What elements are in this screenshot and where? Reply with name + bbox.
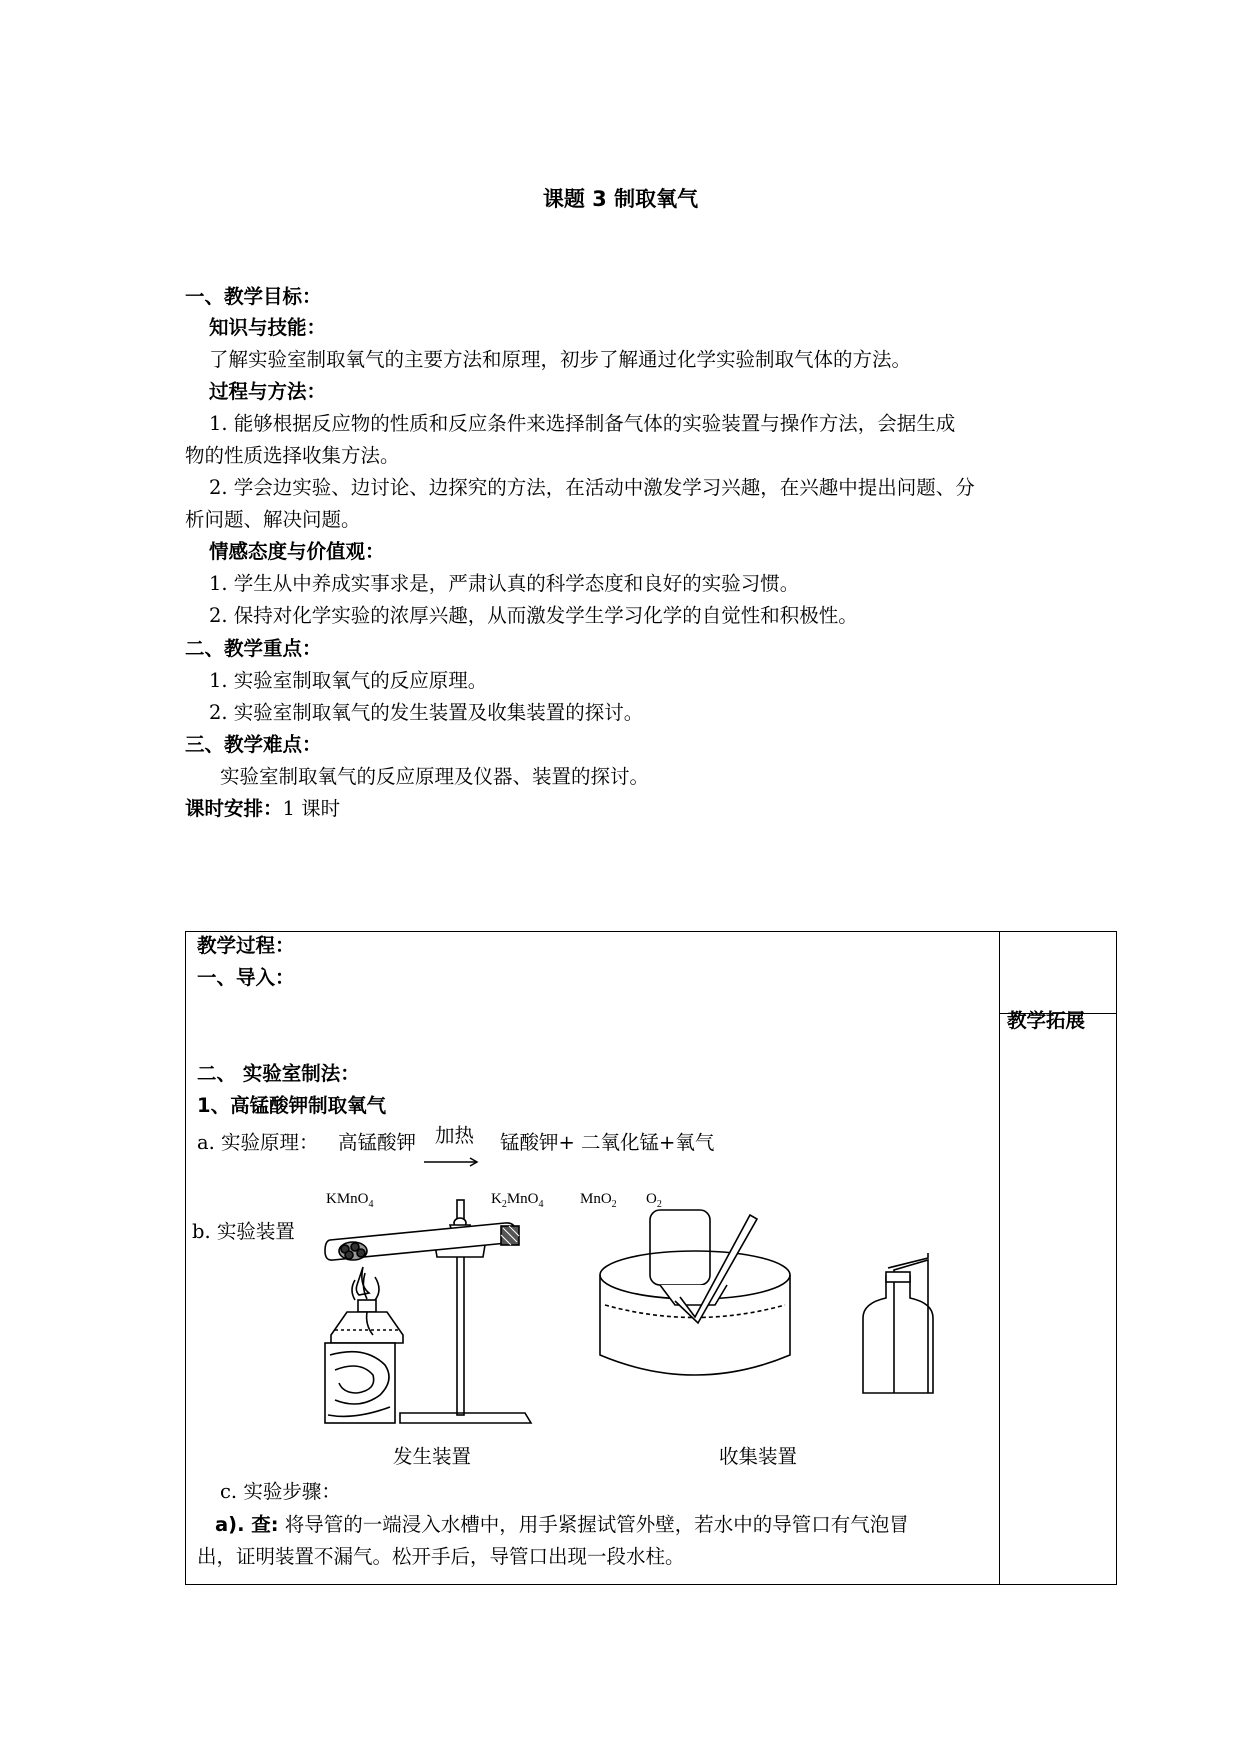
step-a-text-1: 将导管的一端浸入水槽中，用手紧握试管外壁，若水中的导管口有气泡冒: [284, 1513, 909, 1536]
apparatus-label: b. 实验装置: [192, 1220, 295, 1243]
key-point-1: 1. 实验室制取氧气的反应原理。: [209, 669, 488, 692]
wood-block: [325, 1343, 395, 1423]
formula-k2mno4: $K_2MnO_4$: [491, 1191, 544, 1210]
difficulties-text: 实验室制取氧气的反应原理及仪器、装置的探讨。: [220, 765, 650, 788]
schedule-line: [185, 797, 340, 821]
step-a-line-1: [215, 1513, 909, 1537]
process-item-1b: 物的性质选择收集方法。: [185, 444, 400, 467]
lab-method-heading: 二、 实验室制法：: [197, 1062, 360, 1085]
process-table-heading: 教学过程：: [197, 934, 295, 957]
process-item-2a: 2. 学会边实验、边讨论、边探究的方法，在活动中激发学习兴趣，在兴趣中提出问题、分: [209, 476, 975, 499]
key-point-2: 2. 实验室制取氧气的发生装置及收集装置的探讨。: [209, 701, 644, 724]
test-tube: [325, 1223, 519, 1260]
side-heading: 教学拓展: [1007, 1009, 1086, 1032]
process-item-2b: 析问题、解决问题。: [185, 508, 361, 531]
formula-o2: $O_2$: [646, 1191, 662, 1210]
step-a-line-2: 出，证明装置不漏气。松开手后，导管口出现一段水柱。: [197, 1545, 685, 1568]
steps-label: c. 实验步骤：: [220, 1480, 341, 1503]
formula-kmno4: KMnO$_4$: [326, 1191, 374, 1210]
knowledge-text: 了解实验室制取氧气的主要方法和原理，初步了解通过化学实验制取气体的方法。: [209, 348, 912, 371]
alcohol-lamp: [331, 1267, 403, 1343]
step-a-label: a). 查:: [215, 1513, 279, 1536]
gas-bottle-diagram: [858, 1258, 938, 1398]
difficulties-heading: 三、教学难点：: [185, 733, 322, 756]
reactant: 高锰酸钾: [338, 1131, 417, 1154]
column-divider: [999, 932, 1000, 1584]
process-item-1a: 1. 能够根据反应物的性质和反应条件来选择制备气体的实验装置与操作方法，会据生成: [209, 412, 956, 435]
knowledge-heading: 知识与技能：: [209, 316, 327, 339]
products: 锰酸钾+ 二氧化锰+氧气: [500, 1131, 715, 1154]
schedule-value: 1 课时: [282, 797, 341, 820]
reaction-arrow: [424, 1157, 484, 1167]
intro-heading: 一、导入：: [197, 966, 295, 989]
reaction-condition: 加热: [435, 1124, 475, 1147]
collector-caption: 收集装置: [719, 1445, 798, 1468]
page-title: 课题 3 制取氧气: [542, 187, 699, 211]
generator-apparatus-diagram: [325, 1195, 555, 1430]
formula-mno2: MnO$_2$: [580, 1191, 617, 1210]
emotion-item-2: 2. 保持对化学实验的浓厚兴趣，从而激发学生学习化学的自觉性和积极性。: [209, 604, 858, 627]
schedule-label: 课时安排：: [185, 797, 283, 820]
principle-label: a. 实验原理：: [197, 1131, 319, 1154]
water-trough-diagram: [595, 1235, 795, 1385]
objectives-heading: 一、教学目标：: [185, 285, 322, 308]
method-heading: 1、高锰酸钾制取氧气: [197, 1094, 387, 1117]
emotion-item-1: 1. 学生从中养成实事求是，严肃认真的科学态度和良好的实验习惯。: [209, 572, 800, 595]
generator-caption: 发生装置: [393, 1445, 472, 1468]
emotion-heading: 情感态度与价值观：: [209, 540, 385, 563]
key-points-heading: 二、教学重点：: [185, 637, 322, 660]
process-heading: 过程与方法：: [209, 380, 327, 403]
